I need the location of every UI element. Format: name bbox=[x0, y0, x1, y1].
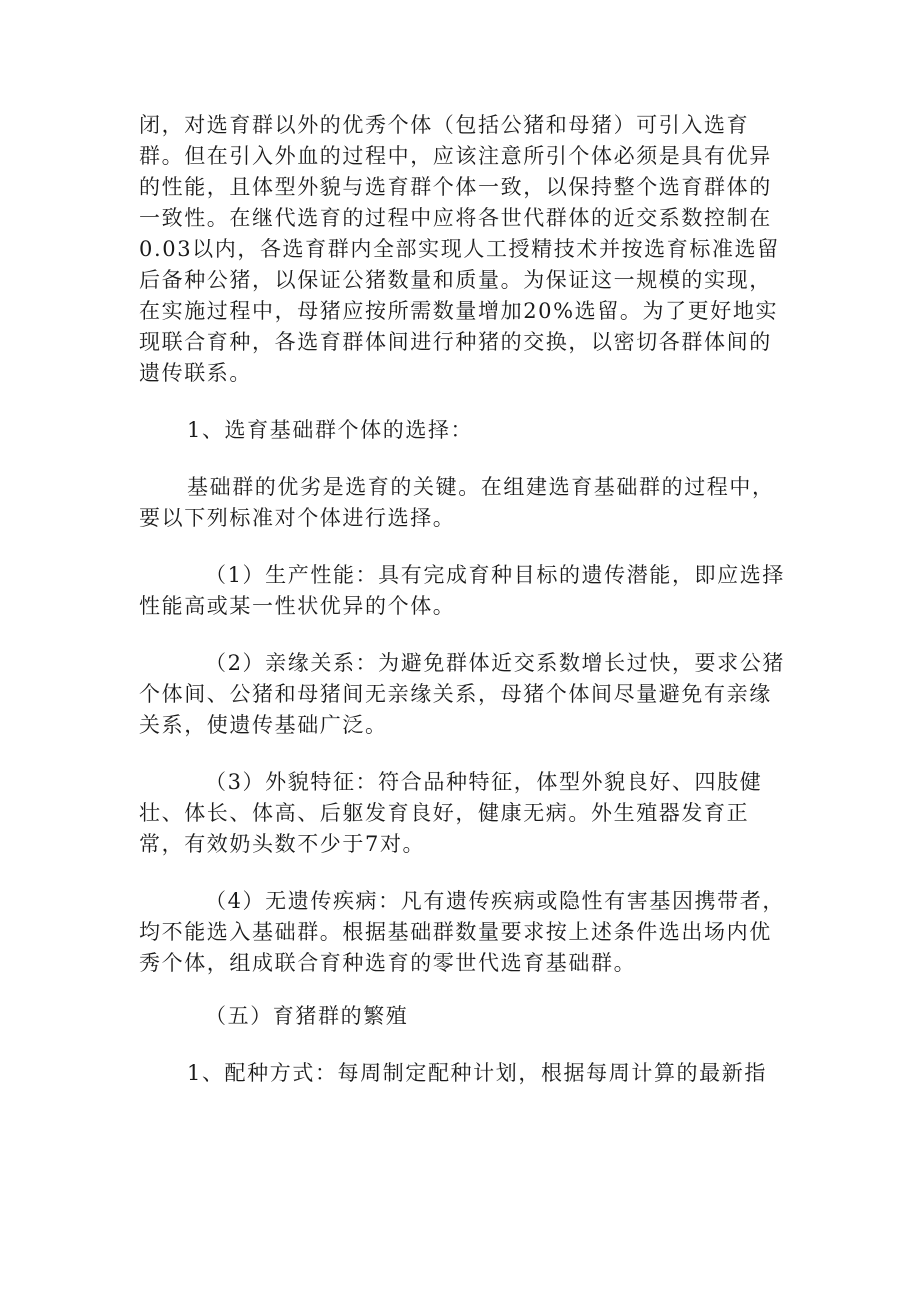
paragraph-mating-method: 1、配种方式：每周制定配种计划，根据每周计算的最新指 bbox=[187, 1061, 767, 1085]
heading-breeding-herd: （五）育猪群的繁殖 bbox=[205, 1004, 409, 1028]
paragraph-production-performance: （1）生产性能：具有完成育种目标的遗传潜能，即应选择性能高或某一性状优异的个体。 bbox=[139, 563, 785, 618]
paragraph-selection-criteria: 基础群的优劣是选育的关键。在组建选育基础群的过程中，要以下列标准对个体进行选择。 bbox=[139, 475, 775, 530]
paragraph-kinship: （2）亲缘关系：为避免群体近交系数增长过快，要求公猪个体间、公猪和母猪间无亲缘关系，母猪个体间尽量避免有亲缘关系，使遗传基础广泛。 bbox=[139, 651, 785, 737]
paragraph-introduction: 闭，对选育群以外的优秀个体（包括公猪和母猪）可引入选育群。但在引入外血的过程中，应该注意所引个体必须是具有优异的性能，且体型外貌与选育群个体一致，以保持整个选育群体的一致性。在继代选育的过程中应将各世代群体的近交系数控制在0.03以内，各选育群内全部实现人工授精技术并按选育标准选留后备种公猪，以保证公猪数量和质量。为保证这一规模的实现，在实施过程中，母猪应按所需数量增加20%选留。为了更好地实现联合育种，各选育群体间进行种猪的交换，以密切各群体间的遗传联系。 bbox=[139, 113, 780, 385]
heading-base-group-selection: 1、选育基础群个体的选择： bbox=[187, 418, 474, 442]
paragraph-genetic-disease: （4）无遗传疾病：凡有遗传疾病或隐性有害基因携带者，均不能选入基础群。根据基础群数量要求按上述条件选出场内优秀个体，组成联合育种选育的零世代选育基础群。 bbox=[139, 889, 785, 975]
document-body bbox=[139, 110, 789, 1089]
paragraph-appearance: （3）外貌特征：符合品种特征，体型外貌良好、四肢健壮、体长、体高、后躯发育良好，健康无病。外生殖器发育正常，有效奶头数不少于7对。 bbox=[139, 770, 763, 856]
